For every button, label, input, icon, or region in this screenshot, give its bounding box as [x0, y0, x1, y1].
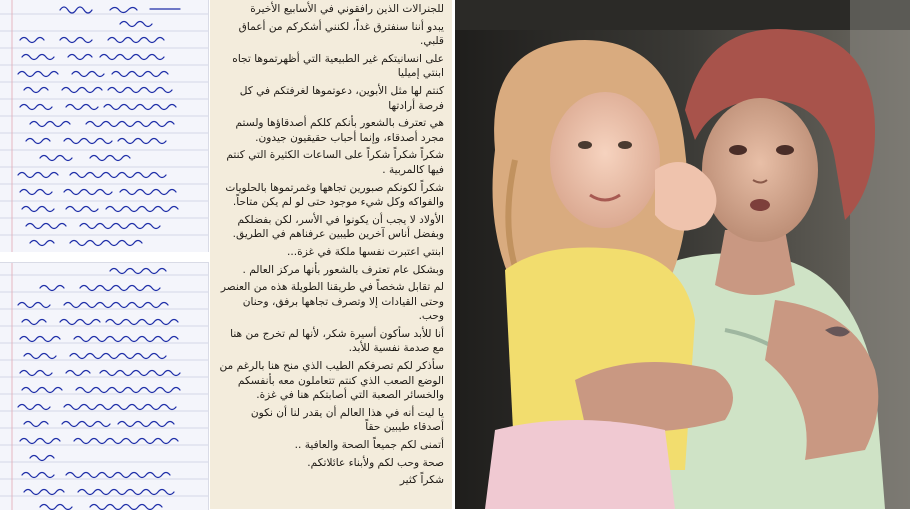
letter-paragraph: شكراً كثير [399, 474, 444, 487]
letter-paragraph: شكراً شكراً شكراً على الساعات الكثيرة التي كنتم فيها كالمربية . [226, 149, 444, 176]
letter-paragraph: شكراً لكونكم صبورين تجاهها وغمرتموها بالحلويات والفواكه وكل شيء موجود حتى لو لم يكن متاحاً. [225, 181, 444, 209]
letter-paragraph: يا ليت أنه في هذا العالم أن يقدر لنا أن نكون أصدقاء طيبين حقاً [250, 406, 444, 434]
letter-paragraph: لم تقابل شخصاً في طريقنا الطويلة هذه من العنصر وحتى القيادات إلا وتصرف تجاهها برفق، وحنان وحب. [220, 281, 444, 323]
letter-paragraph: على انسانيتكم غير الطبيعية التي أظهرتموها تجاه ابنتي إميليا [232, 52, 444, 80]
letter-paragraph: ابنتي اعتبرت نفسها ملكة في غزة... [287, 245, 444, 258]
letter-text [218, 2, 444, 491]
handwritten-note-top-image [0, 0, 208, 252]
handwritten-note-bottom [0, 262, 209, 510]
photo-illustration [455, 0, 910, 509]
letter-paragraph: هي تعترف بالشعور بأنكم كلكم أصدقاؤها ولستم مجرد أصدقاء، وإنما أحباب حقيقيون جيدون. [235, 117, 444, 144]
letter-paragraph: يبدو أننا سنفترق غداً، لكنني أشكركم من أعماق قلبي. [238, 20, 444, 48]
photo-mother-and-child [455, 0, 910, 509]
letter-paragraph: الأولاد لا يجب أن يكونوا في الأسر، لكن بفضلكم وبفضل أناس آخرين طيبين عرفناهم في الطريق. [232, 213, 444, 241]
letter-paragraph: للجنرالات الذين رافقوني في الأسابيع الأخيرة [250, 3, 444, 15]
handwritten-note-bottom-image [0, 263, 208, 510]
letter-paragraph: وبشكل عام تعترف بالشعور بأنها مركز العالم . [242, 263, 444, 276]
letter-paragraph: سأذكر لكم تصرفكم الطيب الذي منح هنا بالرغم من الوضع الصعب الذي كنتم تتعاملون معه بأنفسكم والخسائر الصعبة التي أصابتكم هنا في غزة. [219, 360, 444, 402]
letter-paragraph: أتمنى لكم جميعاً الصحة والعافية .. [294, 439, 444, 452]
letter-paragraph: صحة وحب لكم ولأبناء عائلاتكم. [307, 456, 444, 469]
arabic-letter [210, 0, 452, 509]
letter-paragraph: أنا للأبد سأكون أسيرة شكر، لأنها لم تخرج من هنا مع صدمة نفسية للأبد. [230, 327, 444, 355]
letter-paragraph: كنتم لها مثل الأبوين، دعوتموها لغرفتكم في كل فرصة أرادتها [239, 84, 444, 112]
handwritten-note-top [0, 0, 209, 252]
